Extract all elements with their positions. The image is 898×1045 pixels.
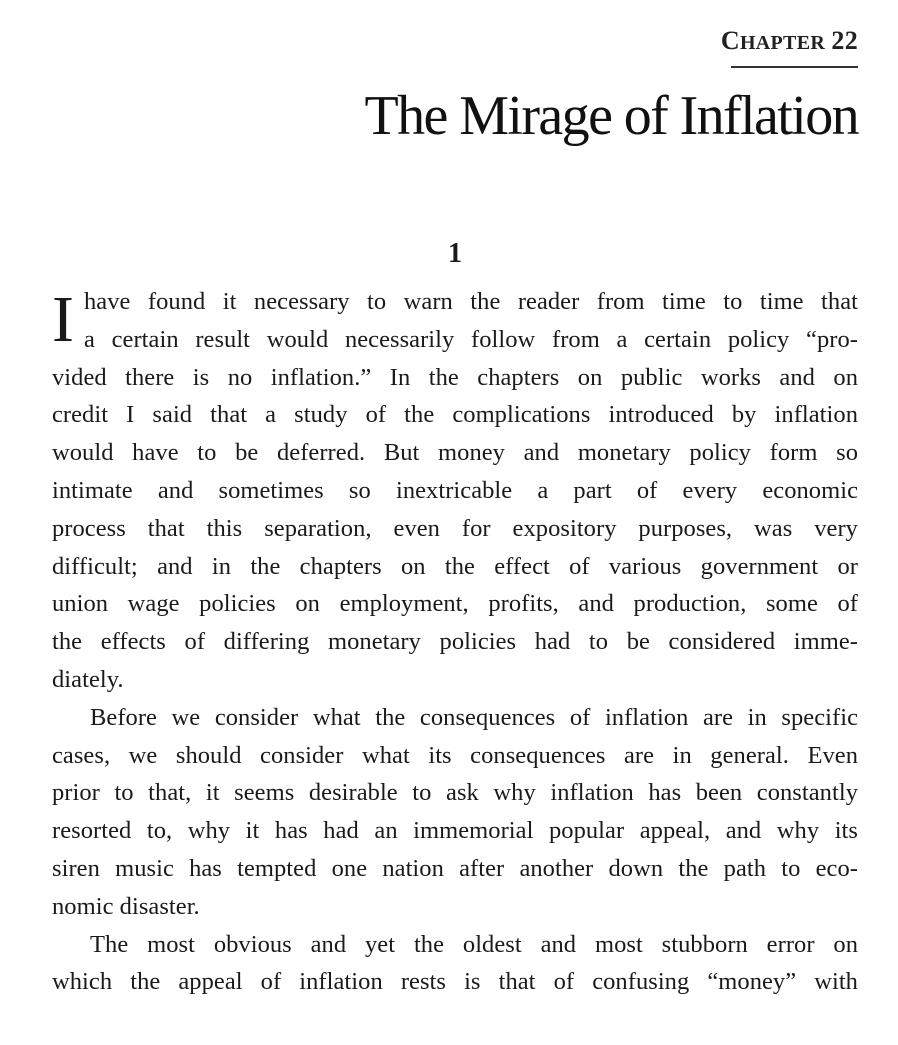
chapter-number: 22 — [831, 26, 858, 55]
text-line: nomic disaster. — [52, 892, 200, 920]
paragraph-3 — [52, 926, 858, 1002]
text-line: process that this separation, even for expository purposes, was very — [52, 514, 858, 542]
body-text — [52, 283, 858, 1001]
text-line: Before we consider what the consequences of inflation are in specific — [90, 703, 858, 731]
section-number: 1 — [448, 238, 462, 269]
text-line: which the appeal of inflation rests is that of confusing “money” with — [52, 968, 858, 996]
chapter-underline-rule — [731, 66, 858, 68]
text-line: a certain result would necessarily follow from a certain policy “pro- — [84, 325, 858, 353]
text-line: prior to that, it seems desirable to ask why inflation has been constantly — [52, 779, 858, 807]
text-line: difficult; and in the chapters on the effect of various government or — [52, 552, 858, 580]
text-line: would have to be deferred. But money and monetary policy form so — [52, 439, 858, 467]
chapter-title: The Mirage of Inflation — [364, 85, 858, 147]
paragraph-2 — [52, 699, 858, 926]
drop-cap: I — [52, 283, 75, 356]
paragraph-1 — [52, 283, 858, 699]
text-line: have found it necessary to warn the reader from time to time that — [84, 288, 858, 315]
text-line: vided there is no inflation.” In the chapters on public works and on — [52, 363, 858, 391]
chapter-label-smallcaps: HAPTER — [739, 32, 826, 54]
chapter-label-initial: C — [720, 26, 740, 55]
text-line: resorted to, why it has had an immemorial popular appeal, and why its — [52, 817, 858, 845]
text-line: siren music has tempted one nation after another down the path to eco- — [52, 854, 858, 882]
text-line: the effects of differing monetary policies had to be considered imme- — [52, 628, 858, 656]
text-line: The most obvious and yet the oldest and most stubborn error on — [90, 930, 858, 958]
chapter-label — [721, 26, 858, 58]
text-line: intimate and sometimes so inextricable a part of every economic — [52, 476, 858, 504]
text-line: union wage policies on employment, profits, and production, some of — [52, 590, 858, 618]
text-line: cases, we should consider what its consequences are in general. Even — [52, 741, 858, 769]
paragraph-1-second-line — [52, 321, 858, 359]
text-line: credit I said that a study of the complications introduced by inflation — [52, 401, 858, 429]
text-line: diately. — [52, 665, 124, 693]
